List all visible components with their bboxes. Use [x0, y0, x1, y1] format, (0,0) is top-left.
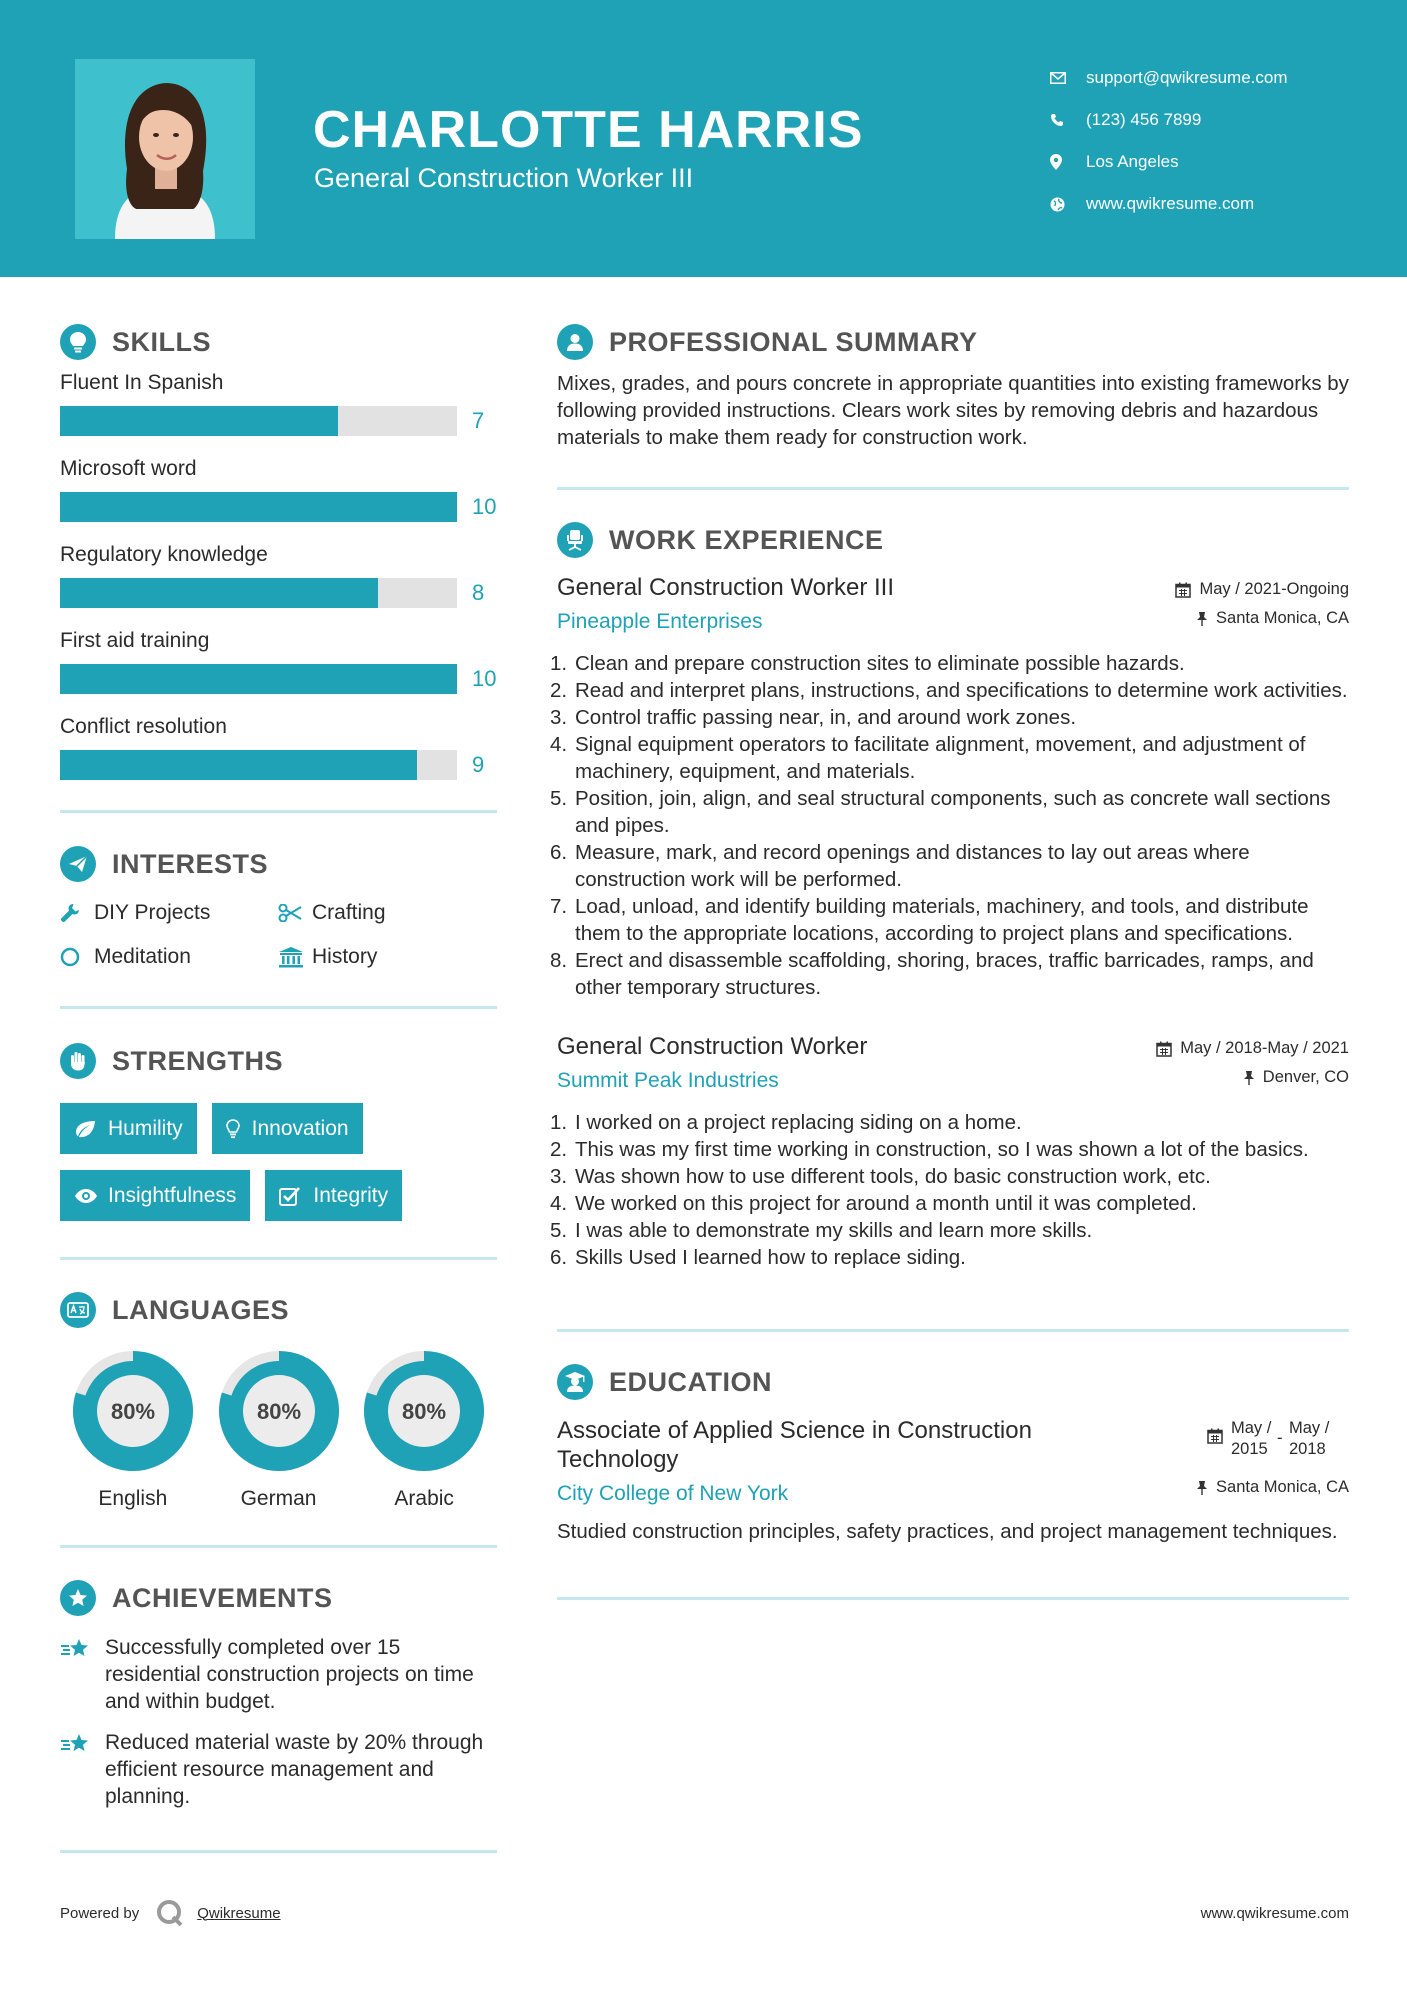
candidate-title: General Construction Worker III — [314, 163, 694, 193]
skill-label: Regulatory knowledge — [60, 543, 268, 566]
education-heading — [557, 1360, 1349, 1404]
education-date: May / 2015 - May / 2018 — [1196, 1418, 1349, 1460]
skill-value: 10 — [472, 494, 497, 519]
skill-bar — [60, 484, 497, 540]
pushpin-icon — [1243, 1070, 1255, 1086]
achievement-text: Reduced material waste by 20% through efficient resource management and planning. — [105, 1731, 484, 1808]
contact-website-text: www.qwikresume.com — [1086, 194, 1255, 213]
job-company: Summit Peak Industries — [557, 1069, 779, 1092]
calendar-icon — [1207, 1428, 1223, 1444]
lightbulb-icon — [226, 1119, 252, 1139]
job-date — [1156, 1039, 1349, 1058]
strength-badge — [265, 1170, 402, 1221]
strengths-list — [60, 1103, 497, 1221]
achievement-item — [60, 1634, 497, 1715]
hand-icon — [60, 1043, 96, 1079]
languages-heading — [60, 1288, 497, 1332]
star-badge-icon — [60, 1580, 96, 1616]
summary-title: PROFESSIONAL SUMMARY — [609, 326, 978, 357]
skill-fill — [60, 664, 457, 694]
duty-item: Skills Used I learned how to replace siding. — [575, 1246, 966, 1269]
contact-email[interactable] — [1050, 57, 1288, 99]
achievement-text: Successfully completed over 15 residential construction projects on time and within budget. — [105, 1636, 474, 1713]
skill-fill — [60, 578, 378, 608]
summary-text: Mixes, grades, and pours concrete in appropriate quantities into existing frameworks by following provided instructions. Clears work sites by removing debris and hazardous materials to make them ready for construction work. — [557, 372, 1349, 449]
section-divider — [557, 1597, 1349, 1600]
pushpin-icon — [1196, 611, 1208, 627]
shooting-star-icon — [60, 1634, 105, 1715]
job-entry — [557, 1033, 1349, 1271]
achievements-heading — [60, 1576, 497, 1620]
education-title: EDUCATION — [609, 1366, 772, 1397]
language-label: German — [240, 1487, 317, 1510]
calendar-icon — [1175, 582, 1191, 598]
skill-bar — [60, 656, 497, 712]
duty-item: Position, join, align, and seal structural components, such as concrete wall sections and pipes. — [575, 787, 1331, 837]
interest-item — [60, 900, 278, 926]
duty-item: I was able to demonstrate my skills and learn more skills. — [575, 1219, 1093, 1242]
skills-heading — [60, 320, 497, 364]
job-location — [1175, 609, 1349, 628]
contact-phone-text: (123) 456 7899 — [1086, 110, 1202, 129]
job-title: General Construction Worker — [557, 1033, 868, 1060]
language-item — [206, 1350, 352, 1511]
wrench-icon — [60, 903, 94, 923]
section-divider — [60, 1545, 497, 1548]
job-duties — [557, 1109, 1349, 1271]
interests-title: INTERESTS — [112, 848, 269, 879]
strength-label: Innovation — [251, 1116, 349, 1140]
skill-bar — [60, 742, 497, 798]
qwikresume-link[interactable]: Qwikresume — [197, 1904, 281, 1922]
skill-bar — [60, 398, 497, 454]
duty-item: Read and interpret plans, instructions, and specifications to determine work activities. — [575, 679, 1348, 702]
contact-location-text: Los Angeles — [1086, 152, 1179, 171]
circle-icon — [60, 947, 94, 967]
contact-website[interactable] — [1050, 183, 1288, 225]
strength-label: Insightfulness — [108, 1183, 237, 1207]
language-gauge — [363, 1350, 485, 1472]
job-header — [557, 1033, 1349, 1093]
candidate-name: CHARLOTTE HARRIS — [313, 101, 864, 159]
strength-label: Humility — [108, 1116, 183, 1140]
duty-item: Erect and disassemble scaffolding, shoring, braces, traffic barricades, ramps, and other temporary structures. — [575, 949, 1314, 999]
job-company: Pineapple Enterprises — [557, 610, 763, 633]
education-degree: Associate of Applied Science in Construction Technology — [557, 1417, 1032, 1473]
education-date-end: May / 2018 — [1289, 1419, 1330, 1458]
interest-item — [278, 944, 496, 970]
language-gauge — [72, 1350, 194, 1472]
job-location-text: Santa Monica, CA — [1216, 609, 1349, 627]
skill-value: 9 — [472, 752, 485, 777]
duty-item: Measure, mark, and record openings and distances to lay out areas where construction work will be performed. — [575, 841, 1250, 891]
strength-label: Integrity — [313, 1183, 389, 1207]
contact-list — [1050, 57, 1288, 225]
footer — [60, 1898, 1349, 1928]
education-school: City College of New York — [557, 1482, 789, 1505]
section-divider — [557, 1329, 1349, 1332]
contact-email-text: support@qwikresume.com — [1086, 68, 1288, 87]
language-percent: 80% — [256, 1399, 301, 1424]
skill-fill — [60, 492, 457, 522]
experience-title: WORK EXPERIENCE — [609, 524, 884, 555]
phone-icon — [1050, 113, 1086, 127]
language-item — [60, 1350, 206, 1511]
language-icon — [60, 1292, 96, 1328]
education-location — [1196, 1478, 1349, 1497]
job-header — [557, 574, 1349, 634]
interest-item — [60, 944, 278, 970]
interest-label: DIY Projects — [94, 901, 211, 924]
job-duties — [557, 650, 1349, 1001]
calendar-icon — [1156, 1041, 1172, 1057]
skill-label: Fluent In Spanish — [60, 371, 224, 394]
strength-badge — [212, 1103, 363, 1154]
language-label: English — [98, 1487, 168, 1510]
map-pin-icon — [1050, 154, 1086, 170]
job-date-text: May / 2018-May / 2021 — [1180, 1039, 1349, 1057]
duty-item: Signal equipment operators to facilitate alignment, movement, and adjustment of machinery, equipment, and materials. — [575, 733, 1306, 783]
strength-badge — [60, 1103, 197, 1154]
duty-item: Clean and prepare construction sites to eliminate possible hazards. — [575, 652, 1185, 675]
language-gauge — [218, 1350, 340, 1472]
duty-item: We worked on this project for around a month until it was completed. — [575, 1192, 1197, 1215]
section-divider — [60, 1006, 497, 1009]
duty-item: This was my first time working in construction, so I was shown a lot of the basics. — [575, 1138, 1309, 1161]
skills-title: SKILLS — [112, 326, 212, 357]
job-location — [1156, 1068, 1349, 1087]
interests-heading — [60, 842, 497, 886]
duty-item: Was shown how to use different tools, do basic construction work, etc. — [575, 1165, 1211, 1188]
leaf-icon — [74, 1120, 108, 1138]
eye-icon — [74, 1188, 108, 1204]
languages-list — [60, 1350, 497, 1511]
office-chair-icon — [557, 522, 593, 558]
museum-icon — [278, 946, 312, 968]
section-divider — [60, 1850, 497, 1853]
section-divider — [60, 1257, 497, 1260]
achievements-title: ACHIEVEMENTS — [112, 1582, 333, 1613]
skill-value: 8 — [472, 580, 485, 605]
powered-by-text: Powered by — [60, 1904, 140, 1922]
language-item — [351, 1350, 497, 1511]
education-header — [557, 1416, 1349, 1506]
language-label: Arabic — [394, 1487, 454, 1510]
section-divider — [557, 487, 1349, 490]
graduate-icon — [557, 1364, 593, 1400]
contact-phone[interactable] — [1050, 99, 1288, 141]
education-entry — [557, 1416, 1349, 1545]
languages-title: LANGUAGES — [112, 1294, 290, 1325]
right-column — [557, 320, 1349, 1600]
footer-powered — [60, 1898, 281, 1928]
globe-icon — [1050, 197, 1086, 212]
pushpin-icon — [1196, 1480, 1208, 1496]
duty-item: I worked on a project replacing siding on a home. — [575, 1111, 1022, 1134]
language-percent: 80% — [402, 1399, 447, 1424]
experience-heading — [557, 518, 1349, 562]
achievement-item — [60, 1729, 497, 1810]
strengths-heading — [60, 1039, 497, 1083]
skill-track — [60, 492, 457, 522]
skill-label: First aid training — [60, 629, 210, 652]
interests-list — [60, 900, 497, 970]
language-percent: 80% — [110, 1399, 155, 1424]
skill-fill — [60, 750, 417, 780]
interest-label: History — [312, 945, 378, 968]
skill-bar — [60, 570, 497, 626]
user-icon — [557, 324, 593, 360]
skill-label: Microsoft word — [60, 457, 197, 480]
lightbulb-icon — [60, 324, 96, 360]
duty-item: Control traffic passing near, in, and around work zones. — [575, 706, 1077, 729]
strengths-title: STRENGTHS — [112, 1045, 284, 1076]
left-column — [60, 320, 497, 1853]
job-date-text: May / 2021-Ongoing — [1199, 580, 1349, 598]
profile-photo — [75, 59, 255, 239]
skill-track — [60, 578, 457, 608]
summary-heading — [557, 320, 1349, 364]
skills-list — [60, 368, 497, 798]
qwikresume-logo-icon — [155, 1898, 185, 1928]
check-square-icon — [279, 1186, 313, 1206]
skill-track — [60, 664, 457, 694]
skill-label: Conflict resolution — [60, 715, 227, 738]
paper-plane-icon — [60, 846, 96, 882]
education-location-text: Santa Monica, CA — [1216, 1478, 1349, 1496]
skill-track — [60, 750, 457, 780]
skill-track — [60, 406, 457, 436]
job-entry — [557, 574, 1349, 1001]
interest-item — [278, 900, 496, 926]
education-date-start: May / 2015 — [1231, 1419, 1272, 1458]
skill-value: 10 — [472, 666, 497, 691]
strength-badge — [60, 1170, 250, 1221]
interest-label: Meditation — [94, 945, 191, 968]
job-date — [1175, 580, 1349, 599]
shooting-star-icon — [60, 1729, 105, 1810]
envelope-icon — [1050, 72, 1086, 84]
contact-location — [1050, 141, 1288, 183]
education-description: Studied construction principles, safety practices, and project management techniques. — [557, 1520, 1338, 1543]
scissors-icon — [278, 904, 312, 922]
section-divider — [60, 810, 497, 813]
skill-value: 7 — [472, 408, 485, 433]
job-title: General Construction Worker III — [557, 574, 895, 601]
duty-item: Load, unload, and identify building materials, machinery, and tools, and distribute them to the appropriate locations, according to project plans and specifications. — [575, 895, 1309, 945]
job-location-text: Denver, CO — [1262, 1068, 1349, 1086]
skill-fill — [60, 406, 338, 436]
resume-header — [0, 0, 1407, 277]
interest-label: Crafting — [312, 901, 386, 924]
footer-url[interactable]: www.qwikresume.com — [1200, 1904, 1349, 1922]
